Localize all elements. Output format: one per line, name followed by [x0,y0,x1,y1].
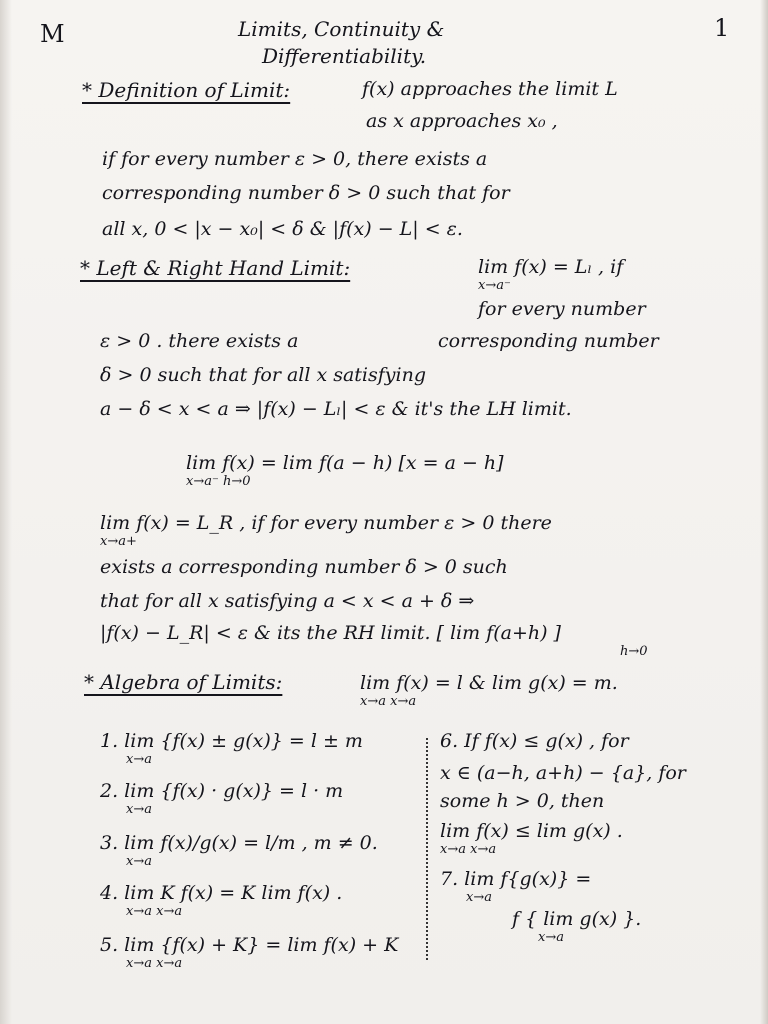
rule-6-line-2: x ∈ (a−h, a+h) − {a}, for [440,762,686,784]
rh-line-1-subscript: x→a+ [100,534,137,549]
left-right-line-4: δ > 0 such that for all x satisfying [100,364,426,386]
rule-3-subscript: x→a [126,854,152,869]
algebra-heading: * Algebra of Limits: [84,670,283,694]
rule-7: 7. lim f{g(x)} = [440,868,592,890]
left-right-heading: * Left & Right Hand Limit: [80,256,351,280]
left-right-line-2: for every number [478,298,646,320]
page-title-line-2: Differentiability. [262,44,427,68]
definition-heading: * Definition of Limit: [82,78,291,102]
rh-line-1: lim f(x) = L_R , if for every number ε > 0 there [100,512,552,534]
rule-5: 5. lim {f(x) + K} = lim f(x) + K [100,934,399,956]
rule-3: 3. lim f(x)/g(x) = l/m , m ≠ 0. [100,832,378,854]
rule-4: 4. lim K f(x) = K lim f(x) . [100,882,343,904]
rule-2: 2. lim {f(x) · g(x)} = l · m [100,780,344,802]
rule-6-line-4-subscript: x→a x→a [440,842,497,857]
rule-2-subscript: x→a [126,802,152,817]
rh-line-2: exists a corresponding number δ > 0 such [100,556,508,578]
rule-6-line-3: some h > 0, then [440,790,605,812]
lh-definition-subscript: x→a⁻ [478,278,511,293]
algebra-given: lim f(x) = l & lim g(x) = m. [360,672,618,694]
rh-line-3: that for all x satisfying a < x < a + δ ⇒ [100,590,475,612]
rule-1: 1. lim {f(x) ± g(x)} = l ± m [100,730,363,752]
rh-line-4-subscript: h→0 [620,644,648,659]
left-right-line-3a: ε > 0 . there exists a [100,330,299,352]
rh-line-4: |f(x) − L_R| < ε & its the RH limit. [ lim f(a+h) ] [100,622,561,644]
definition-line-3: if for every number ε > 0, there exists a [102,148,488,170]
algebra-given-subscript: x→a x→a [360,694,417,709]
lh-definition: lim f(x) = Lₗ , if [478,256,624,278]
rule-6: 6. If f(x) ≤ g(x) , for [440,730,629,752]
rule-7-line-2: f { lim g(x) }. [512,908,642,930]
page-edge-shadow [760,0,768,1024]
definition-line-5: all x, 0 < |x − x₀| < δ & |f(x) − L| < ε. [102,218,463,240]
rule-7-subscript: x→a [466,890,492,905]
definition-line-4: corresponding number δ > 0 such that for [102,182,510,204]
page-title-line-1: Limits, Continuity & [238,17,445,41]
definition-line-1: f(x) approaches the limit L [362,78,618,100]
definition-line-2: as x approaches x₀ , [366,110,558,132]
lh-formula: lim f(x) = lim f(a − h) [x = a − h] [186,452,504,474]
rule-6-line-4: lim f(x) ≤ lim g(x) . [440,820,623,842]
corner-mark: M [40,20,65,48]
left-right-line-5: a − δ < x < a ⇒ |f(x) − Lₗ| < ε & it's the LH limit. [100,398,572,420]
page-number: 1 [714,14,730,42]
rule-5-subscript: x→a x→a [126,956,183,971]
column-divider [426,738,428,960]
rule-4-subscript: x→a x→a [126,904,183,919]
lh-formula-subscript: x→a⁻ h→0 [186,474,251,489]
rule-7-line-2-subscript: x→a [538,930,564,945]
rule-1-subscript: x→a [126,752,152,767]
page-fold-shadow [0,0,12,1024]
left-right-line-3b: corresponding number [438,330,659,352]
